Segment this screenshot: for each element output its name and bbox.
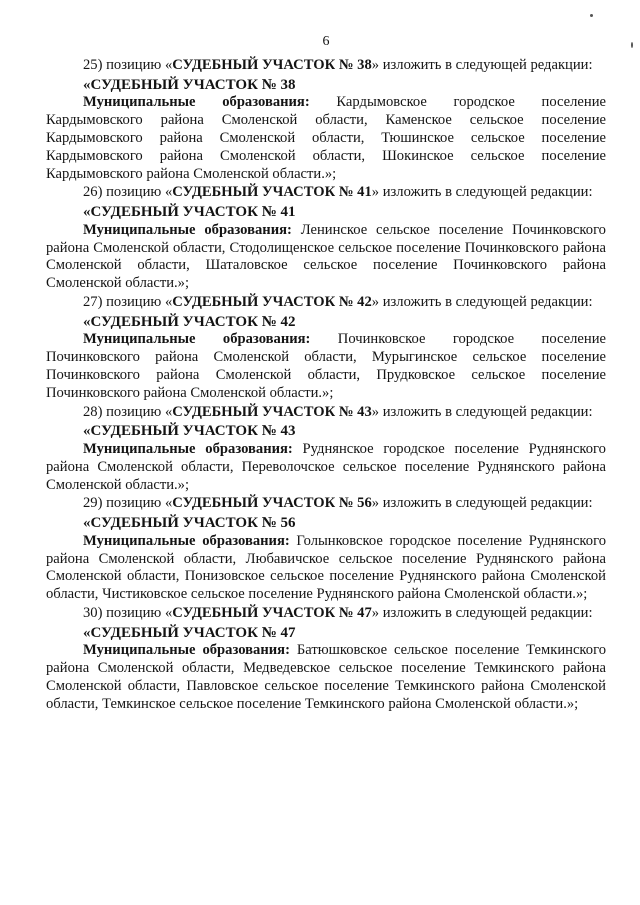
municipalities-paragraph [46, 222, 606, 293]
item-number: 27) позицию « [83, 293, 173, 310]
municipalities-label: Муниципальные образования: [83, 94, 310, 111]
precinct-heading: «СУДЕБНЫЙ УЧАСТОК № 56 [83, 515, 296, 532]
precinct-heading: «СУДЕБНЫЙ УЧАСТОК № 42 [83, 313, 296, 330]
instruction-tail: » изложить в следующей редакции: [371, 57, 593, 73]
precinct-heading: «СУДЕБНЫЙ УЧАСТОК № 43 [83, 423, 296, 440]
municipalities-paragraph [46, 94, 606, 183]
municipalities-text: Руднянское городское поселение Руднянского района Смоленской области, Переволочское сельское поселение Руднянского района Смоленской области.»; [46, 440, 606, 493]
precinct-heading: «СУДЕБНЫЙ УЧАСТОК № 38 [83, 76, 296, 93]
municipalities-paragraph [46, 331, 606, 402]
instruction-tail: » изложить в следующей редакции: [371, 184, 593, 201]
amendment-instruction [46, 184, 606, 202]
amendment-item [46, 294, 606, 403]
precinct-title-inline: СУДЕБНЫЙ УЧАСТОК № 56 [172, 495, 372, 512]
page-number: 6 [322, 34, 330, 49]
amendment-instruction [46, 495, 606, 513]
precinct-title-inline: СУДЕБНЫЙ УЧАСТОК № 38 [172, 57, 372, 73]
precinct-title-inline: СУДЕБНЫЙ УЧАСТОК № 47 [172, 604, 372, 621]
amendment-instruction [46, 57, 606, 75]
item-number: 28) позицию « [83, 403, 173, 420]
item-number: 29) позицию « [83, 495, 173, 512]
amendment-instruction [46, 294, 606, 312]
municipalities-label: Муниципальные образования: [83, 642, 290, 659]
amendment-item [46, 184, 606, 293]
municipalities-text: Батюшковское сельское поселение Темкинского района Смоленской области, Медведевское сельское поселение Темкинского района Смоленской области, Павловское сельское поселение Темкинского района Смоленской области, Темкинское сельское поселение Темкинского района Смоленской области.»; [46, 642, 606, 712]
municipalities-paragraph [46, 642, 606, 713]
precinct-title-inline: СУДЕБНЫЙ УЧАСТОК № 43 [172, 403, 372, 420]
instruction-tail: » изложить в следующей редакции: [371, 495, 593, 512]
instruction-tail: » изложить в следующей редакции: [371, 403, 593, 420]
page-content [46, 0, 606, 713]
municipalities-label: Муниципальные образования: [83, 221, 292, 238]
municipalities-text: Ленинское сельское поселение Починковского района Смоленской области, Стодолищенское сельское поселение Починковского района Смоленской области, Шаталовское сельское поселение Починковского района Смоленской области.»; [46, 221, 606, 292]
municipalities-label: Муниципальные образования: [83, 331, 311, 348]
scan-speck [631, 42, 633, 48]
precinct-title-inline: СУДЕБНЫЙ УЧАСТОК № 42 [172, 293, 372, 310]
municipalities-label: Муниципальные образования: [83, 440, 293, 457]
municipalities-text: Кардымовское городское поселение Кардымовского района Смоленской области, Каменское сельское поселение Кардымовского района Смоленской области, Тюшинское сельское поселение Кардымовского района Смоленской области, Шокинское сельское поселение Кардымовского района Смоленской области.»; [46, 94, 607, 182]
instruction-tail: » изложить в следующей редакции: [371, 604, 593, 621]
amendment-instruction [46, 605, 606, 623]
amendment-item [46, 605, 606, 714]
instruction-tail: » изложить в следующей редакции: [371, 293, 593, 310]
municipalities-text: Починковское городское поселение Починковского района Смоленской области, Мурыгинское сельское поселение Починковского района Смоленской области, Прудковское сельское поселение Починковского района Смоленской области.»; [46, 331, 606, 401]
precinct-heading: «СУДЕБНЫЙ УЧАСТОК № 41 [83, 204, 296, 221]
item-number: 30) позицию « [83, 604, 173, 621]
item-number: 26) позицию « [83, 184, 173, 201]
amendment-item [46, 404, 606, 495]
municipalities-paragraph [46, 533, 606, 604]
amendment-item [46, 57, 606, 183]
precinct-heading: «СУДЕБНЫЙ УЧАСТОК № 47 [83, 624, 296, 641]
precinct-title-inline: СУДЕБНЫЙ УЧАСТОК № 41 [172, 184, 372, 201]
item-number: 25) позицию « [83, 57, 173, 73]
municipalities-paragraph [46, 441, 606, 494]
amendment-list [46, 57, 606, 713]
municipalities-text: Голынковское городское поселение Руднянского района Смоленской области, Любавичское сельское поселение Руднянского района Смоленской области, Понизовское сельское поселение Руднянского района Смоленской области, Чистиковское сельское поселение Руднянского района Смоленской области.»; [46, 532, 606, 603]
amendment-item [46, 495, 606, 604]
amendment-instruction [46, 404, 606, 422]
municipalities-label: Муниципальные образования: [83, 532, 290, 549]
